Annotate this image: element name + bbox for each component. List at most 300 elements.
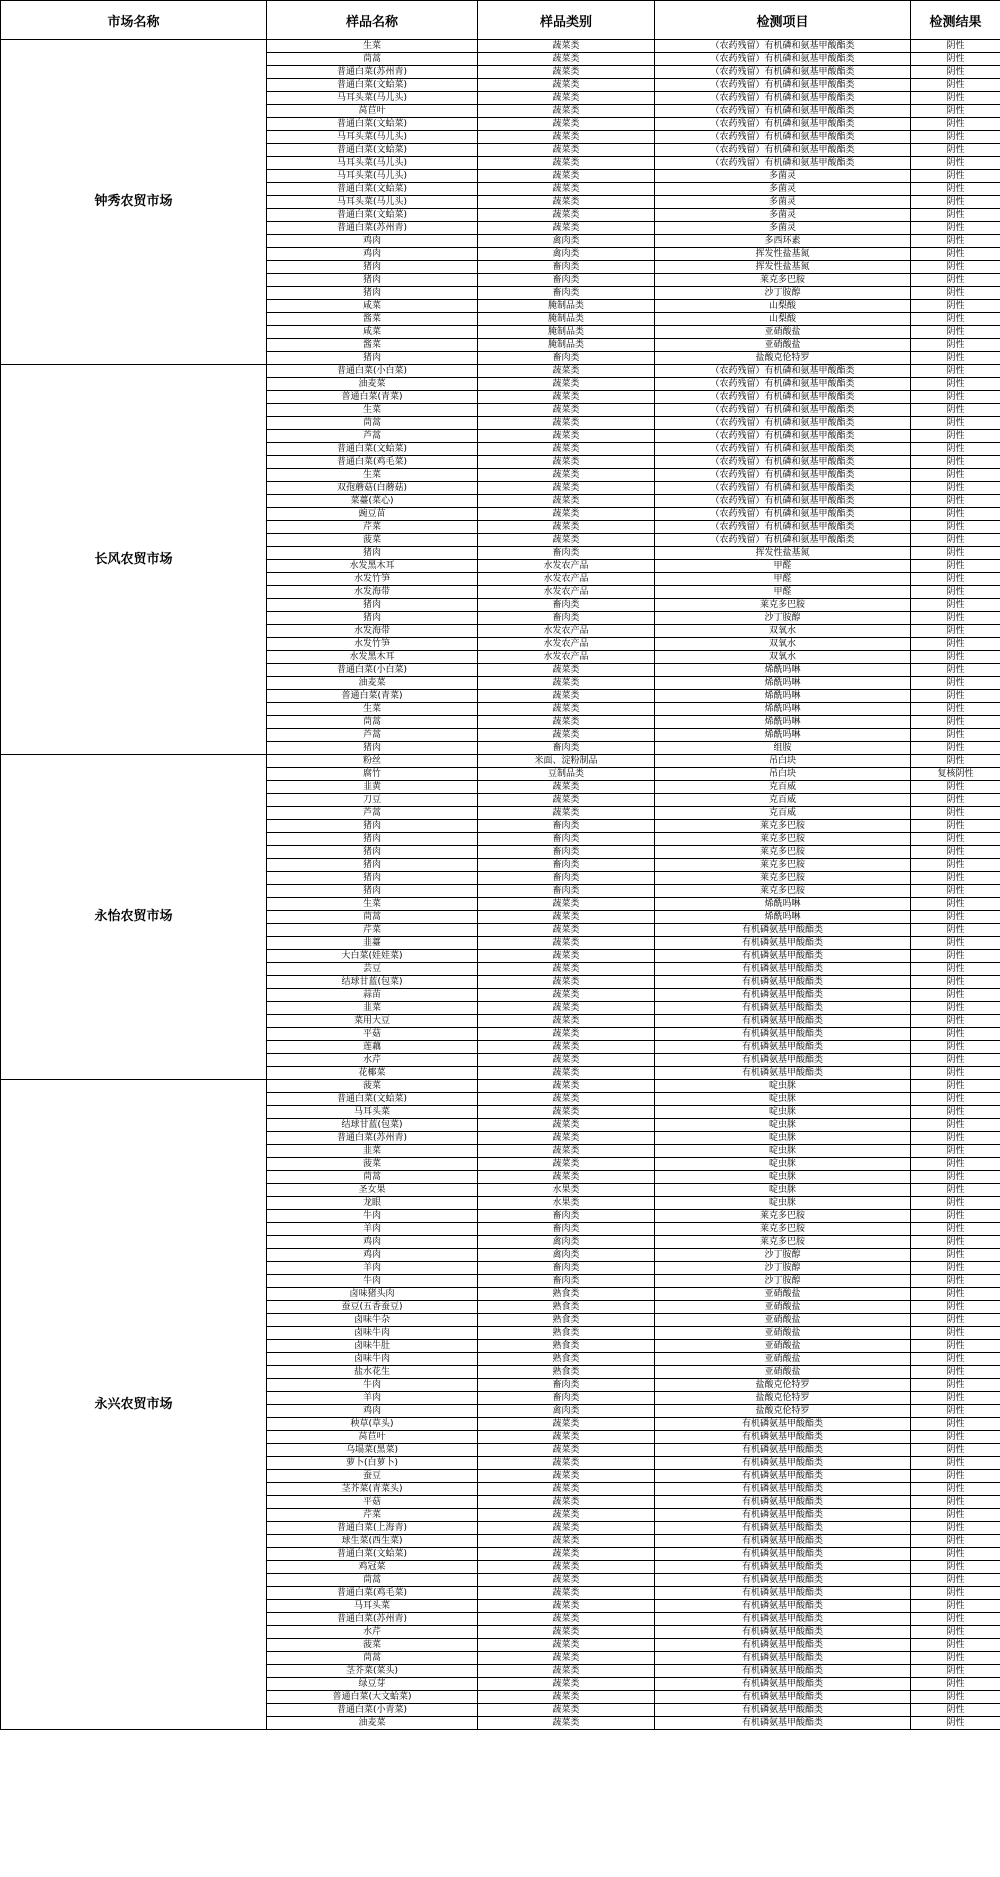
test-result-cell: 阴性 [911,352,1000,365]
test-result-cell: 阴性 [911,1106,1000,1119]
test-item-cell: 亚硝酸盐 [655,1314,911,1327]
sample-name-cell: 普通白菜(苏州青) [267,1613,478,1626]
sample-name-cell: 羊肉 [267,1223,478,1236]
test-result-cell: 阴性 [911,1275,1000,1288]
sample-category-cell: 蔬菜类 [478,1691,655,1704]
sample-category-cell: 畜肉类 [478,872,655,885]
test-item-cell: 啶虫脒 [655,1119,911,1132]
sample-name-cell: 水发竹笋 [267,638,478,651]
test-result-cell: 阴性 [911,456,1000,469]
test-result-cell: 阴性 [911,1665,1000,1678]
sample-category-cell: 蔬菜类 [478,703,655,716]
test-item-cell: 双氧水 [655,651,911,664]
test-result-cell: 阴性 [911,248,1000,261]
sample-category-cell: 蔬菜类 [478,677,655,690]
sample-category-cell: 畜肉类 [478,820,655,833]
sample-category-cell: 蔬菜类 [478,898,655,911]
sample-category-cell: 蔬菜类 [478,794,655,807]
test-item-cell: 亚硝酸盐 [655,1301,911,1314]
test-item-cell: 亚硝酸盐 [655,1353,911,1366]
sample-name-cell: 马耳头菜(马儿头) [267,170,478,183]
sample-category-cell: 蔬菜类 [478,105,655,118]
test-item-cell: 有机磷氨基甲酸酯类 [655,1626,911,1639]
test-item-cell: 有机磷氨基甲酸酯类 [655,950,911,963]
test-item-cell: 有机磷氨基甲酸酯类 [655,1717,911,1730]
sample-name-cell: 韭菜 [267,1002,478,1015]
test-result-cell: 阴性 [911,170,1000,183]
sample-category-cell: 蔬菜类 [478,950,655,963]
sample-name-cell: 咸菜 [267,326,478,339]
sample-category-cell: 畜肉类 [478,274,655,287]
test-result-cell: 阴性 [911,417,1000,430]
test-result-cell: 阴性 [911,209,1000,222]
test-result-cell: 阴性 [911,586,1000,599]
test-result-cell: 阴性 [911,300,1000,313]
test-result-cell: 阴性 [911,859,1000,872]
sample-category-cell: 蔬菜类 [478,1535,655,1548]
sample-category-cell: 水果类 [478,1184,655,1197]
sample-name-cell: 马耳头菜(马儿头) [267,92,478,105]
test-item-cell: （农药残留）有机磷和氨基甲酸酯类 [655,521,911,534]
sample-category-cell: 蔬菜类 [478,430,655,443]
test-result-cell: 阴性 [911,755,1000,768]
test-result-cell: 阴性 [911,53,1000,66]
test-result-cell: 阴性 [911,287,1000,300]
sample-name-cell: 茎芥菜(青菜头) [267,1483,478,1496]
test-result-cell: 阴性 [911,495,1000,508]
table-row [1,755,1000,768]
test-result-cell: 阴性 [911,1574,1000,1587]
sample-name-cell: 茼蒿 [267,53,478,66]
sample-name-cell: 鸡冠菜 [267,1561,478,1574]
sample-category-cell: 蔬菜类 [478,40,655,53]
sample-category-cell: 腌制品类 [478,339,655,352]
sample-category-cell: 水发农产品 [478,573,655,586]
sample-name-cell: 卤味猪头肉 [267,1288,478,1301]
sample-category-cell: 蔬菜类 [478,1522,655,1535]
test-item-cell: （农药残留）有机磷和氨基甲酸酯类 [655,40,911,53]
sample-name-cell: 普通白菜(文蛤菜) [267,443,478,456]
sample-name-cell: 球生菜(西生菜) [267,1535,478,1548]
header-market-name: 市场名称 [1,1,267,40]
sample-name-cell: 生菜 [267,898,478,911]
test-item-cell: （农药残留）有机磷和氨基甲酸酯类 [655,430,911,443]
test-result-cell: 阴性 [911,976,1000,989]
sample-name-cell: 芹菜 [267,924,478,937]
table-row [1,40,1000,53]
sample-category-cell: 腌制品类 [478,313,655,326]
sample-category-cell: 蔬菜类 [478,963,655,976]
test-item-cell: （农药残留）有机磷和氨基甲酸酯类 [655,79,911,92]
sample-name-cell: 结球甘蓝(包菜) [267,976,478,989]
test-item-cell: 沙丁胺醇 [655,1249,911,1262]
sample-category-cell: 蔬菜类 [478,1652,655,1665]
sample-name-cell: 生菜 [267,703,478,716]
sample-name-cell: 普通白菜(小白菜) [267,365,478,378]
test-item-cell: 组胺 [655,742,911,755]
sample-name-cell: 莴苣叶 [267,1431,478,1444]
test-item-cell: 甲醛 [655,560,911,573]
test-result-cell: 阴性 [911,1639,1000,1652]
test-item-cell: 盐酸克伦特罗 [655,1392,911,1405]
test-result-cell: 阴性 [911,339,1000,352]
sample-category-cell: 蔬菜类 [478,508,655,521]
test-result-cell: 阴性 [911,404,1000,417]
sample-category-cell: 蔬菜类 [478,222,655,235]
test-item-cell: 多菌灵 [655,183,911,196]
sample-name-cell: 茼蒿 [267,417,478,430]
test-result-cell: 阴性 [911,1587,1000,1600]
test-result-cell: 阴性 [911,963,1000,976]
test-item-cell: 啶虫脒 [655,1132,911,1145]
test-item-cell: 甲醛 [655,586,911,599]
sample-name-cell: 芹菜 [267,521,478,534]
sample-name-cell: 豌豆苗 [267,508,478,521]
market-name-cell: 钟秀农贸市场 [1,40,267,365]
sample-name-cell: 茼蒿 [267,1652,478,1665]
test-item-cell: 山梨酸 [655,313,911,326]
test-result-cell: 阴性 [911,1691,1000,1704]
sample-category-cell: 蔬菜类 [478,1041,655,1054]
sample-category-cell: 蔬菜类 [478,92,655,105]
test-item-cell: 莱克多巴胺 [655,1210,911,1223]
sample-name-cell: 菜用大豆 [267,1015,478,1028]
test-result-cell: 阴性 [911,391,1000,404]
sample-category-cell: 禽肉类 [478,235,655,248]
sample-category-cell: 蔬菜类 [478,534,655,547]
test-result-cell: 阴性 [911,144,1000,157]
test-item-cell: 有机磷氨基甲酸酯类 [655,937,911,950]
sample-category-cell: 熟食类 [478,1340,655,1353]
sample-name-cell: 普通白菜(小白菜) [267,664,478,677]
sample-category-cell: 蔬菜类 [478,1457,655,1470]
sample-category-cell: 蔬菜类 [478,781,655,794]
sample-category-cell: 熟食类 [478,1327,655,1340]
test-item-cell: 山梨酸 [655,300,911,313]
sample-category-cell: 蔬菜类 [478,118,655,131]
test-item-cell: （农药残留）有机磷和氨基甲酸酯类 [655,482,911,495]
sample-name-cell: 猪肉 [267,846,478,859]
sample-category-cell: 畜肉类 [478,1379,655,1392]
test-result-cell: 阴性 [911,1119,1000,1132]
test-result-cell: 阴性 [911,222,1000,235]
test-result-cell: 阴性 [911,326,1000,339]
test-item-cell: 莱克多巴胺 [655,274,911,287]
sample-name-cell: 韭薹 [267,937,478,950]
sample-category-cell: 蔬菜类 [478,469,655,482]
sample-category-cell: 蔬菜类 [478,1145,655,1158]
test-result-cell: 阴性 [911,1626,1000,1639]
test-item-cell: （农药残留）有机磷和氨基甲酸酯类 [655,469,911,482]
sample-name-cell: 酱菜 [267,313,478,326]
sample-name-cell: 韭菜 [267,1145,478,1158]
sample-name-cell: 猪肉 [267,599,478,612]
sample-name-cell: 菠菜 [267,534,478,547]
sample-name-cell: 花椰菜 [267,1067,478,1080]
sample-category-cell: 蔬菜类 [478,1067,655,1080]
sample-category-cell: 蔬菜类 [478,456,655,469]
sample-category-cell: 畜肉类 [478,885,655,898]
sample-category-cell: 蔬菜类 [478,1106,655,1119]
test-item-cell: 克百威 [655,807,911,820]
test-result-cell: 阴性 [911,1600,1000,1613]
sample-category-cell: 熟食类 [478,1301,655,1314]
test-result-cell: 阴性 [911,1652,1000,1665]
header-row [1,1,1000,40]
sample-name-cell: 圣女果 [267,1184,478,1197]
table-body [1,40,1000,1730]
sample-category-cell: 水发农产品 [478,651,655,664]
test-result-cell: 阴性 [911,599,1000,612]
test-item-cell: （农药残留）有机磷和氨基甲酸酯类 [655,417,911,430]
sample-category-cell: 蔬菜类 [478,664,655,677]
test-result-cell: 阴性 [911,1236,1000,1249]
test-item-cell: 啶虫脒 [655,1145,911,1158]
test-item-cell: 有机磷氨基甲酸酯类 [655,1483,911,1496]
test-result-cell: 阴性 [911,742,1000,755]
test-result-cell: 阴性 [911,625,1000,638]
test-item-cell: 沙丁胺醇 [655,287,911,300]
sample-category-cell: 蔬菜类 [478,417,655,430]
test-result-cell: 阴性 [911,1301,1000,1314]
test-item-cell: 甲醛 [655,573,911,586]
sample-name-cell: 芹菜 [267,1509,478,1522]
test-item-cell: （农药残留）有机磷和氨基甲酸酯类 [655,365,911,378]
test-item-cell: 亚硝酸盐 [655,339,911,352]
sample-name-cell: 普通白菜(鸡毛菜) [267,1587,478,1600]
sample-name-cell: 普通白菜(小青菜) [267,1704,478,1717]
test-result-cell: 阴性 [911,1678,1000,1691]
sample-name-cell: 卤味牛肉 [267,1327,478,1340]
sample-name-cell: 生菜 [267,469,478,482]
sample-name-cell: 普通白菜(青菜) [267,391,478,404]
test-item-cell: 有机磷氨基甲酸酯类 [655,1444,911,1457]
sample-name-cell: 马耳头菜 [267,1106,478,1119]
sample-name-cell: 鸡肉 [267,235,478,248]
test-item-cell: 有机磷氨基甲酸酯类 [655,1054,911,1067]
sample-category-cell: 熟食类 [478,1366,655,1379]
test-item-cell: 有机磷氨基甲酸酯类 [655,1028,911,1041]
test-item-cell: 沙丁胺醇 [655,612,911,625]
sample-name-cell: 芦蒿 [267,729,478,742]
test-result-cell: 阴性 [911,716,1000,729]
test-result-cell: 阴性 [911,1067,1000,1080]
test-item-cell: （农药残留）有机磷和氨基甲酸酯类 [655,144,911,157]
sample-category-cell: 蔬菜类 [478,1574,655,1587]
sample-category-cell: 禽肉类 [478,248,655,261]
sample-category-cell: 蔬菜类 [478,807,655,820]
test-result-cell: 阴性 [911,833,1000,846]
header-sample-name: 样品名称 [267,1,478,40]
test-result-cell: 阴性 [911,638,1000,651]
test-item-cell: 有机磷氨基甲酸酯类 [655,1613,911,1626]
sample-name-cell: 普通白菜(文蛤菜) [267,183,478,196]
test-item-cell: 有机磷氨基甲酸酯类 [655,1509,911,1522]
sample-name-cell: 茼蒿 [267,1574,478,1587]
test-item-cell: 吊白块 [655,768,911,781]
test-result-cell: 阴性 [911,1418,1000,1431]
test-item-cell: 有机磷氨基甲酸酯类 [655,1665,911,1678]
sample-name-cell: 水发海带 [267,586,478,599]
test-result-cell: 阴性 [911,1054,1000,1067]
test-result-cell: 阴性 [911,469,1000,482]
test-result-cell: 阴性 [911,1496,1000,1509]
test-result-cell: 阴性 [911,105,1000,118]
test-item-cell: 莱克多巴胺 [655,1236,911,1249]
sample-name-cell: 生菜 [267,404,478,417]
test-item-cell: 有机磷氨基甲酸酯类 [655,1522,911,1535]
test-result-cell: 阴性 [911,443,1000,456]
sample-name-cell: 猪肉 [267,885,478,898]
test-result-cell: 阴性 [911,1210,1000,1223]
sample-name-cell: 猪肉 [267,547,478,560]
sample-name-cell: 芦蒿 [267,807,478,820]
test-result-cell: 阴性 [911,846,1000,859]
test-item-cell: 多菌灵 [655,209,911,222]
sample-name-cell: 莴苣叶 [267,105,478,118]
test-item-cell: 烯酰吗啉 [655,690,911,703]
test-item-cell: 莱克多巴胺 [655,885,911,898]
test-result-cell: 阴性 [911,1262,1000,1275]
test-result-cell: 阴性 [911,1340,1000,1353]
test-result-cell: 阴性 [911,183,1000,196]
sample-category-cell: 蔬菜类 [478,53,655,66]
test-item-cell: 沙丁胺醇 [655,1262,911,1275]
sample-name-cell: 猪肉 [267,820,478,833]
test-item-cell: 克百威 [655,781,911,794]
table-row [1,1080,1000,1093]
test-item-cell: （农药残留）有机磷和氨基甲酸酯类 [655,443,911,456]
sample-name-cell: 鸡肉 [267,1249,478,1262]
test-result-cell: 阴性 [911,1028,1000,1041]
sample-name-cell: 鸡肉 [267,1405,478,1418]
test-result-cell: 阴性 [911,66,1000,79]
sample-name-cell: 猪肉 [267,274,478,287]
test-item-cell: （农药残留）有机磷和氨基甲酸酯类 [655,456,911,469]
test-item-cell: 莱克多巴胺 [655,846,911,859]
sample-category-cell: 蔬菜类 [478,66,655,79]
sample-category-cell: 熟食类 [478,1314,655,1327]
sample-name-cell: 绿豆芽 [267,1678,478,1691]
test-item-cell: 有机磷氨基甲酸酯类 [655,1002,911,1015]
test-result-cell: 阴性 [911,729,1000,742]
test-result-cell: 阴性 [911,1392,1000,1405]
sample-name-cell: 卤味牛肉 [267,1353,478,1366]
sample-name-cell: 水发黑木耳 [267,560,478,573]
sample-name-cell: 菠菜 [267,1639,478,1652]
test-item-cell: 啶虫脒 [655,1171,911,1184]
test-item-cell: 有机磷氨基甲酸酯类 [655,1015,911,1028]
sample-category-cell: 蔬菜类 [478,1717,655,1730]
sample-category-cell: 蔬菜类 [478,1080,655,1093]
sample-category-cell: 蔬菜类 [478,482,655,495]
test-item-cell: 多菌灵 [655,196,911,209]
sample-category-cell: 蔬菜类 [478,1418,655,1431]
sample-name-cell: 菠菜 [267,1158,478,1171]
test-result-cell: 阴性 [911,924,1000,937]
test-result-cell: 阴性 [911,1470,1000,1483]
test-result-cell: 阴性 [911,1509,1000,1522]
sample-name-cell: 油麦菜 [267,378,478,391]
sample-category-cell: 蔬菜类 [478,495,655,508]
test-item-cell: 烯酰吗啉 [655,664,911,677]
test-item-cell: 啶虫脒 [655,1106,911,1119]
sample-category-cell: 畜肉类 [478,1262,655,1275]
sample-category-cell: 蔬菜类 [478,1470,655,1483]
market-name-cell: 长风农贸市场 [1,365,267,755]
sample-category-cell: 蔬菜类 [478,1665,655,1678]
test-result-cell: 阴性 [911,664,1000,677]
test-item-cell: （农药残留）有机磷和氨基甲酸酯类 [655,508,911,521]
sample-category-cell: 蔬菜类 [478,131,655,144]
sample-name-cell: 水发黑木耳 [267,651,478,664]
test-item-cell: 有机磷氨基甲酸酯类 [655,1704,911,1717]
test-item-cell: 烯酰吗啉 [655,898,911,911]
test-result-cell: 阴性 [911,1015,1000,1028]
test-result-cell: 阴性 [911,430,1000,443]
test-item-cell: 有机磷氨基甲酸酯类 [655,1431,911,1444]
sample-name-cell: 马耳头菜(马儿头) [267,131,478,144]
test-result-cell: 阴性 [911,482,1000,495]
sample-category-cell: 蔬菜类 [478,157,655,170]
sample-category-cell: 蔬菜类 [478,1015,655,1028]
sample-name-cell: 普通白菜(苏州青) [267,1132,478,1145]
sample-category-cell: 蔬菜类 [478,1704,655,1717]
test-item-cell: 有机磷氨基甲酸酯类 [655,989,911,1002]
test-item-cell: 有机磷氨基甲酸酯类 [655,1548,911,1561]
test-item-cell: （农药残留）有机磷和氨基甲酸酯类 [655,53,911,66]
sample-category-cell: 蔬菜类 [478,1613,655,1626]
sample-category-cell: 蔬菜类 [478,911,655,924]
test-result-cell: 阴性 [911,794,1000,807]
sample-category-cell: 禽肉类 [478,1236,655,1249]
sample-name-cell: 普通白菜(文蛤菜) [267,79,478,92]
sample-name-cell: 普通白菜(青菜) [267,690,478,703]
test-result-cell: 阴性 [911,157,1000,170]
sample-category-cell: 腌制品类 [478,326,655,339]
sample-category-cell: 畜肉类 [478,599,655,612]
test-result-cell: 阴性 [911,1561,1000,1574]
sample-name-cell: 茼蒿 [267,911,478,924]
test-result-cell: 阴性 [911,690,1000,703]
test-item-cell: 有机磷氨基甲酸酯类 [655,1457,911,1470]
test-result-cell: 阴性 [911,872,1000,885]
test-item-cell: 有机磷氨基甲酸酯类 [655,1067,911,1080]
sample-name-cell: 猪肉 [267,859,478,872]
test-result-cell: 阴性 [911,1704,1000,1717]
sample-name-cell: 菜薹(菜心) [267,495,478,508]
sample-category-cell: 水发农产品 [478,625,655,638]
sample-name-cell: 秧草(草头) [267,1418,478,1431]
sample-name-cell: 猪肉 [267,287,478,300]
sample-category-cell: 畜肉类 [478,742,655,755]
sample-category-cell: 水发农产品 [478,586,655,599]
test-result-cell: 阴性 [911,1158,1000,1171]
sample-name-cell: 猪肉 [267,872,478,885]
test-result-cell: 阴性 [911,1717,1000,1730]
sample-category-cell: 畜肉类 [478,352,655,365]
test-result-cell: 阴性 [911,1405,1000,1418]
sample-category-cell: 蔬菜类 [478,1431,655,1444]
sample-name-cell: 蚕豆 [267,1470,478,1483]
sample-category-cell: 蔬菜类 [478,79,655,92]
test-item-cell: （农药残留）有机磷和氨基甲酸酯类 [655,495,911,508]
sample-name-cell: 马耳头菜 [267,1600,478,1613]
test-result-cell: 阴性 [911,937,1000,950]
table-header [1,1,1000,40]
sample-category-cell: 蔬菜类 [478,1496,655,1509]
test-result-cell: 阴性 [911,79,1000,92]
